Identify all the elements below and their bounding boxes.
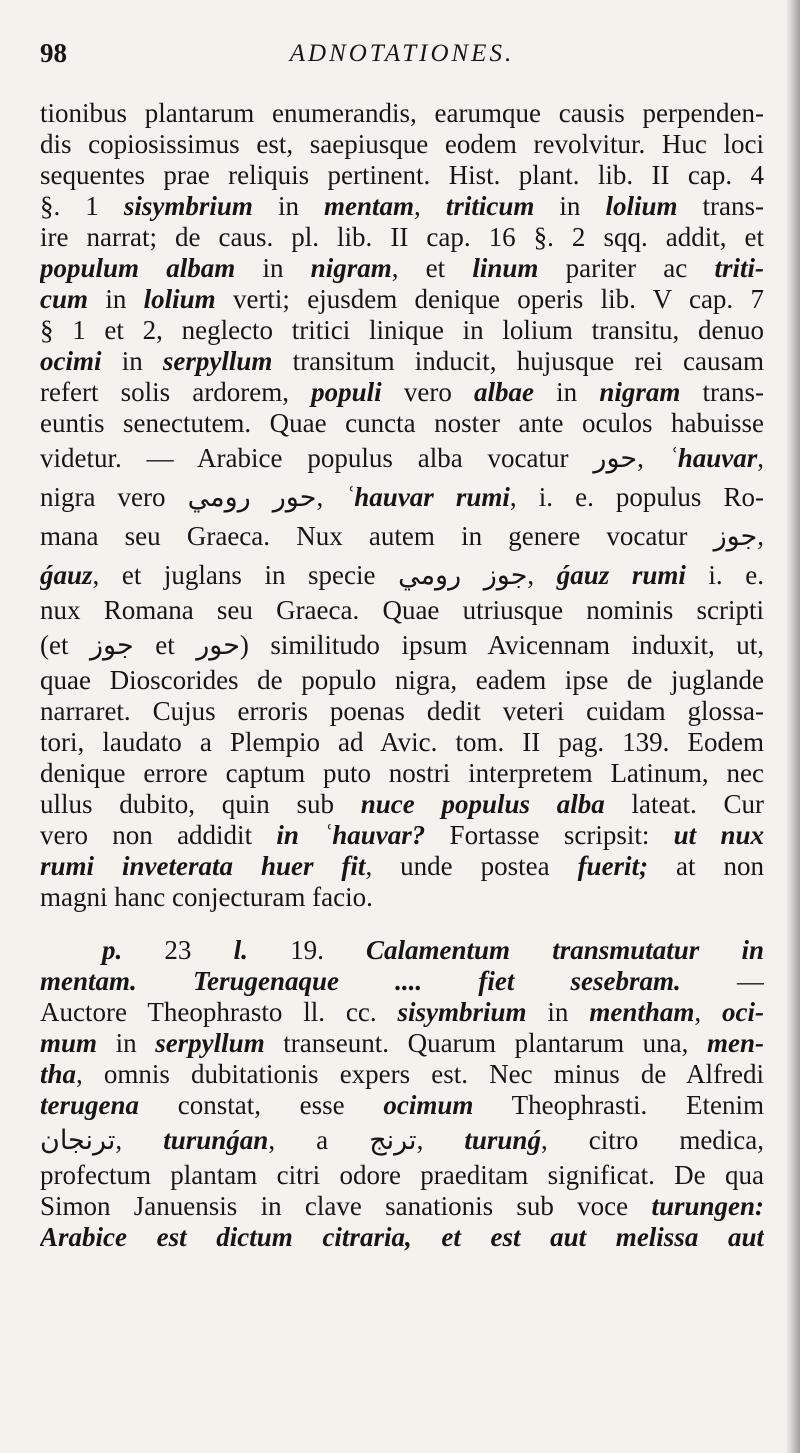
text-line: terugena constat, esse ocimum Theophrasti. Etenim bbox=[40, 1090, 764, 1120]
text-line: § 1 et 2, neglecto tritici linique in lolium transitu, denuo bbox=[40, 315, 764, 345]
text-line: ire narrat; de caus. pl. lib. II cap. 16 §. 2 sqq. addit, et bbox=[40, 222, 764, 252]
text-line: nigra vero حور رومي, ʿhauvar rumi, i. e. populus Ro- bbox=[40, 482, 764, 512]
text-line: Simon Januensis in clave sanationis sub voce turungen: bbox=[40, 1191, 764, 1221]
running-title: ADNOTATIONES. bbox=[289, 40, 515, 67]
text-line: Arabice est dictum citraria, et est aut melissa aut bbox=[40, 1222, 764, 1252]
text-line: quae Dioscorides de populo nigra, eadem ipse de juglande bbox=[40, 665, 764, 695]
text-line: tha, omnis dubitationis expers est. Nec minus de Alfredi bbox=[40, 1059, 764, 1089]
text-line: videtur. — Arabice populus alba vocatur حور, ʿhauvar, bbox=[40, 443, 764, 473]
paragraph-gap bbox=[40, 913, 764, 935]
text-line: mana seu Graeca. Nux autem in genere vocatur جوز, bbox=[40, 521, 764, 551]
text-line: narraret. Cujus erroris poenas dedit veteri cuidam glossa- bbox=[40, 696, 764, 726]
text-line: ǵauz, et juglans in specie جوز رومي, ǵauz rumi i. e. bbox=[40, 560, 764, 590]
page-number: 98 bbox=[40, 38, 67, 68]
text-line: mum in serpyllum transeunt. Quarum plantarum una, men- bbox=[40, 1028, 764, 1058]
text-line: tionibus plantarum enumerandis, earumque causis perpenden- bbox=[40, 98, 764, 128]
text-line: mentam. Terugenaque .... fiet sesebram. — bbox=[40, 966, 764, 996]
text-line: cum in lolium verti; ejusdem denique operis lib. V cap. 7 bbox=[40, 284, 764, 314]
text-line: dis copiosissimus est, saepiusque eodem revolvitur. Huc loci bbox=[40, 129, 764, 159]
text-line: populum albam in nigram, et linum pariter ac triti- bbox=[40, 253, 764, 283]
text-line: ocimi in serpyllum transitum inducit, hujusque rei causam bbox=[40, 346, 764, 376]
text-line: ترنجان, turunǵan, a ترنج, turunǵ, citro medica, bbox=[40, 1125, 764, 1155]
text-line: vero non addidit in ʿhauvar? Fortasse scripsit: ut nux bbox=[40, 820, 764, 850]
page-header bbox=[40, 38, 764, 78]
text-line: tori, laudato a Plempio ad Avic. tom. II pag. 139. Eodem bbox=[40, 727, 764, 757]
text-line: §. 1 sisymbrium in mentam, triticum in lolium trans- bbox=[40, 191, 764, 221]
text-line: rumi inveterata huer fit, unde postea fuerit; at non bbox=[40, 851, 764, 881]
text-line: (et جوز et حور) similitudo ipsum Avicennam induxit, ut, bbox=[40, 630, 764, 660]
text-line: magni hanc conjecturam facio. bbox=[40, 882, 373, 912]
text-line: p. 23 l. 19. Calamentum transmutatur in bbox=[102, 935, 764, 965]
text-line: euntis senectutem. Quae cuncta noster ante oculos habuisse bbox=[40, 408, 764, 438]
text-line: nux Romana seu Graeca. Quae utriusque nominis scripti bbox=[40, 595, 764, 625]
page-edge-shadow bbox=[786, 0, 800, 1453]
text-line: Auctore Theophrasto ll. cc. sisymbrium in mentham, oci- bbox=[40, 997, 764, 1027]
text-line: profectum plantam citri odore praeditam significat. De qua bbox=[40, 1160, 764, 1190]
text-line: denique errore captum puto nostri interpretem Latinum, nec bbox=[40, 758, 764, 788]
page-body bbox=[40, 98, 764, 1253]
text-line: ullus dubito, quin sub nuce populus alba lateat. Cur bbox=[40, 789, 764, 819]
text-line: refert solis ardorem, populi vero albae in nigram trans- bbox=[40, 377, 764, 407]
text-line: sequentes prae reliquis pertinent. Hist. plant. lib. II cap. 4 bbox=[40, 160, 764, 190]
